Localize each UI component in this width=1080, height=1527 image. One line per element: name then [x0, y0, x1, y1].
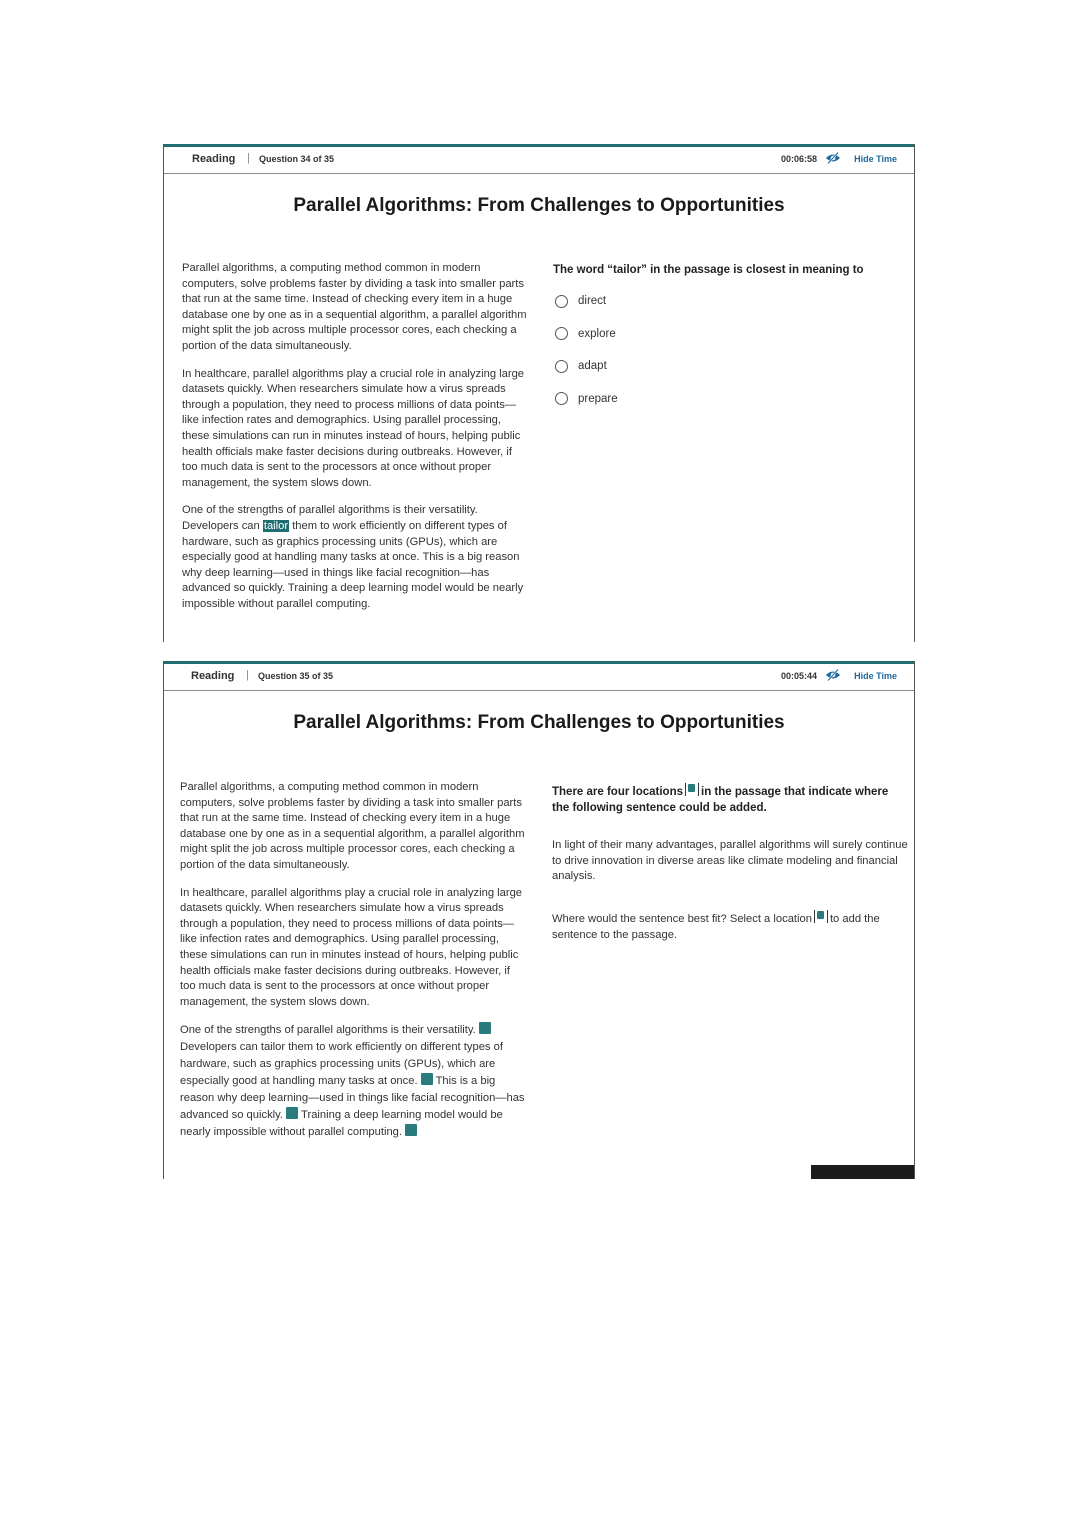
paragraph-3-end: them to work efficiently on different types of hardware, such as graphics processing units (GPUs), which are especially good at handling many tasks at once. This is a big reason why deep learning—used in things like facial recognition—has advanced so quickly. Training a deep learning model would be nearly impossible without parallel computing.: [182, 519, 524, 610]
screenshot-question-35: [163, 661, 915, 1179]
square-marker-icon: [814, 910, 828, 923]
paragraph-2: In healthcare, parallel algorithms play a crucial role in analyzing large datasets quickly. When researchers simulate how a virus spreads through a population, they need to process millions of data points—like infection rates and demographics. Using parallel processing, these simulations can run in minutes instead of hours, helping public health officials make faster decisions during outbreaks. However, if too much data is sent to the processors at once without proper management, the system slows down.: [182, 367, 525, 489]
radio-button-icon[interactable]: [555, 392, 568, 405]
paragraph-2: In healthcare, parallel algorithms play a crucial role in analyzing large datasets quickly. When researchers simulate how a virus spreads through a population, they need to process millions of data points—like infection rates and demographics. Using parallel processing, these simulations can run in minutes instead of hours, helping public health officials make faster decisions during outbreaks. However, if too much data is sent to the processors at once without proper management, the system slows down.: [180, 886, 523, 1008]
instruction-text: [552, 910, 897, 943]
reading-passage: [180, 780, 525, 1153]
screenshot-question-34: [163, 144, 915, 642]
insert-location-d[interactable]: [405, 1124, 417, 1136]
option-explore[interactable]: [555, 318, 618, 351]
question-text: [552, 783, 897, 816]
sentence-to-insert: In light of their many advantages, parallel algorithms will surely continue to drive innovation in diverse areas like climate modeling and financial analysis.: [552, 839, 908, 883]
insert-location-b[interactable]: [421, 1073, 433, 1085]
instruction-part1: Where would the sentence best fit? Select a location: [552, 913, 812, 925]
option-label: explore: [578, 327, 616, 340]
timer: 00:05:44: [780, 671, 817, 681]
option-adapt[interactable]: [555, 350, 618, 383]
timer: 00:06:58: [780, 154, 817, 164]
option-direct[interactable]: [555, 285, 618, 318]
highlighted-word: tailor: [263, 519, 289, 532]
sentence-4: Training a deep learning model would be nearly impossible without parallel computing.: [180, 1109, 503, 1139]
section-label: Reading: [192, 153, 236, 165]
top-bar: [164, 144, 914, 174]
option-label: prepare: [578, 392, 618, 405]
sentence-3: This is a big reason why deep learning—used in things like facial recognition—has advanced so quickly.: [180, 1075, 525, 1122]
section-label: Reading: [191, 670, 235, 682]
question-text-part2: in the passage that indicate where the following sentence could be added.: [552, 786, 889, 814]
reading-passage: [182, 261, 527, 624]
question-text: The word “tailor” in the passage is closest in meaning to: [553, 264, 864, 276]
sentence-2: Developers can tailor them to work efficiently on different types of hardware, such as graphics processing units (GPUs), which are especially good at handling many tasks at once.: [180, 1041, 503, 1088]
radio-button-icon[interactable]: [555, 360, 568, 373]
option-label: direct: [578, 295, 607, 308]
paragraph-3-start: One of the strengths of parallel algorithms is their versatility. Developers can: [182, 504, 478, 532]
passage-title: Parallel Algorithms: From Challenges to Opportunities: [293, 712, 785, 733]
passage-title: Parallel Algorithms: From Challenges to Opportunities: [293, 195, 785, 216]
paragraph-1: Parallel algorithms, a computing method common in modern computers, solve problems faster by dividing a task into smaller parts that run at the same time. Instead of checking every item in a huge database one by one as in a sequential algorithm, a parallel algorithm might split the job across multiple processor cores, each checking a portion of the data simultaneously.: [180, 781, 525, 871]
option-label: adapt: [578, 360, 607, 373]
paragraph-1: Parallel algorithms, a computing method common in modern computers, solve problems faster by dividing a task into smaller parts that run at the same time. Instead of checking every item in a huge database one by one as in a sequential algorithm, a parallel algorithm might split the job across multiple processor cores, each checking a portion of the data simultaneously.: [182, 262, 527, 352]
top-bar: [164, 661, 914, 691]
insert-location-a[interactable]: [479, 1022, 491, 1034]
divider: |: [247, 152, 250, 164]
eye-slash-icon[interactable]: [825, 668, 841, 682]
divider: |: [246, 669, 249, 681]
question-counter: Question 34 of 35: [259, 154, 335, 164]
hide-time-button[interactable]: Hide Time: [854, 154, 897, 164]
sentence-1: One of the strengths of parallel algorithms is their versatility.: [180, 1024, 476, 1037]
option-prepare[interactable]: [555, 383, 618, 416]
watermark-bar: [811, 1165, 914, 1179]
square-marker-icon: [685, 783, 699, 796]
instruction-part2: to add the sentence to the passage.: [552, 913, 880, 941]
eye-slash-icon[interactable]: [825, 151, 841, 165]
question-text-part1: There are four locations: [552, 786, 684, 798]
paragraph-3: [180, 1022, 525, 1141]
hide-time-button[interactable]: Hide Time: [854, 671, 897, 681]
question-counter: Question 35 of 35: [258, 671, 334, 681]
radio-button-icon[interactable]: [555, 295, 568, 308]
answer-options: [555, 285, 618, 415]
paragraph-3: [182, 503, 527, 612]
radio-button-icon[interactable]: [555, 327, 568, 340]
insert-location-c[interactable]: [286, 1107, 298, 1119]
